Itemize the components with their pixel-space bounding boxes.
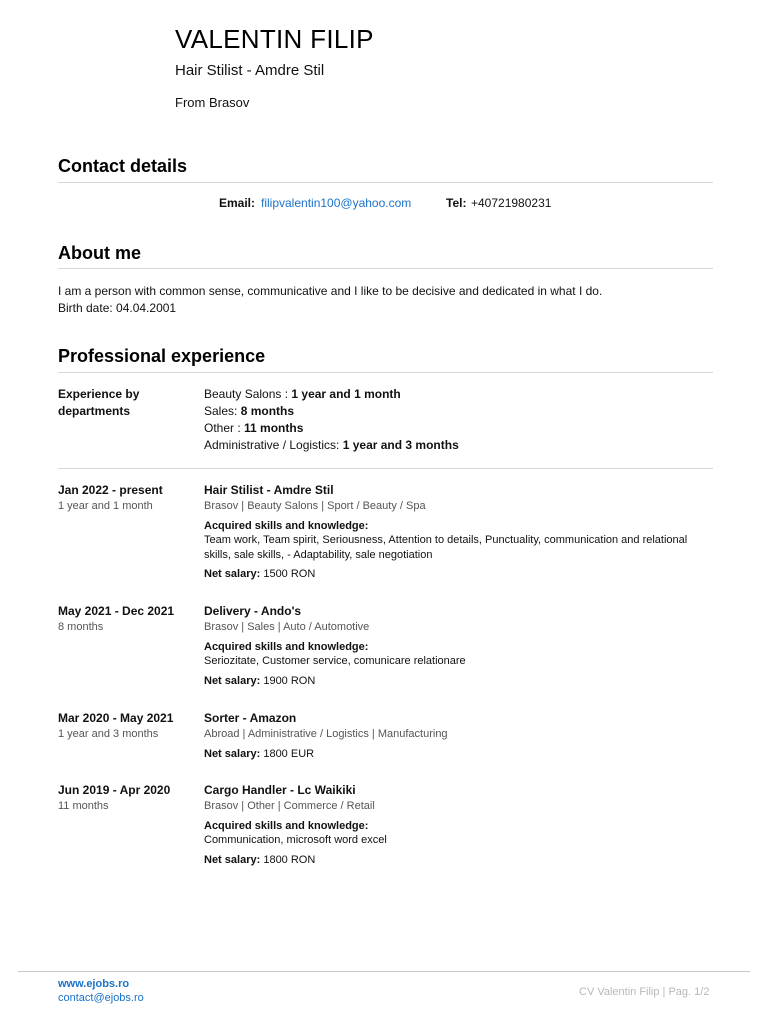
job-period: Jan 2022 - present <box>58 483 163 497</box>
salary-value: 1900 RON <box>263 675 316 687</box>
birth-date: Birth date: 04.04.2001 <box>58 301 177 315</box>
departments-heading-line: Experience by <box>58 387 140 401</box>
departments-list <box>204 386 459 454</box>
job-title: Hair Stilist - Amdre Stil <box>204 483 334 497</box>
contact-section-title: Contact details <box>58 156 188 176</box>
departments-divider <box>58 468 713 469</box>
email-link[interactable]: filipvalentin100@yahoo.com <box>261 196 412 210</box>
job-duration: 8 months <box>58 621 104 633</box>
skills-text: Communication, microsoft word excel <box>204 834 387 846</box>
net-salary <box>204 675 315 687</box>
salary-label: Net salary: <box>204 748 261 760</box>
department-label: Administrative / Logistics: <box>204 438 343 452</box>
job-title: Sorter - Amazon <box>204 711 297 725</box>
department-value: 1 year and 1 month <box>291 387 401 401</box>
department-label: Other : <box>204 421 245 435</box>
location: From Brasov <box>175 95 250 110</box>
about-text <box>58 283 602 317</box>
experience-section-title: Professional experience <box>58 346 266 366</box>
footer-divider <box>18 971 750 972</box>
salary-label: Net salary: <box>204 675 261 687</box>
job-title: Cargo Handler - Lc Waikiki <box>204 783 356 797</box>
about-description: I am a person with common sense, communicative and I like to be decisive and dedicated in what I do. <box>58 284 603 298</box>
footer-site-link[interactable]: www.ejobs.ro <box>58 978 130 990</box>
departments-heading <box>58 386 188 420</box>
skills-text: Seriozitate, Customer service, comunicare relationare <box>204 655 466 667</box>
net-salary <box>204 748 314 760</box>
skills-label: Acquired skills and knowledge: <box>204 641 369 653</box>
about-divider <box>58 268 713 269</box>
job-duration: 1 year and 3 months <box>58 728 159 740</box>
job-duration: 11 months <box>58 800 109 812</box>
net-salary <box>204 568 315 580</box>
experience-divider <box>58 372 713 373</box>
tel-value: +40721980231 <box>471 196 552 210</box>
job-period: Mar 2020 - May 2021 <box>58 711 174 725</box>
departments-heading-line: departments <box>58 404 131 418</box>
department-item <box>204 403 459 420</box>
candidate-name: VALENTIN FILIP <box>175 24 374 54</box>
salary-label: Net salary: <box>204 568 261 580</box>
department-label: Sales: <box>204 404 241 418</box>
about-section-title: About me <box>58 243 141 263</box>
job-meta: Brasov | Sales | Auto / Automotive <box>204 621 370 633</box>
current-position: Hair Stilist - Amdre Stil <box>175 62 325 79</box>
footer-email-link[interactable]: contact@ejobs.ro <box>58 992 144 1004</box>
email-label: Email: <box>219 196 256 210</box>
department-item <box>204 386 459 403</box>
job-meta: Brasov | Other | Commerce / Retail <box>204 800 375 812</box>
salary-value: 1500 RON <box>263 568 316 580</box>
net-salary <box>204 854 315 866</box>
skills-text: Team work, Team spirit, Seriousness, Attention to details, Punctuality, communication and relational skills, sale skills, - Adaptability, sale negotiation <box>204 534 688 561</box>
department-value: 8 months <box>240 404 295 418</box>
department-value: 1 year and 3 months <box>342 438 459 452</box>
job-duration: 1 year and 1 month <box>58 500 153 512</box>
job-meta: Abroad | Administrative / Logistics | Manufacturing <box>204 728 448 740</box>
salary-value: 1800 EUR <box>263 748 315 760</box>
department-item <box>204 437 459 454</box>
department-item <box>204 420 459 437</box>
tel-label: Tel: <box>446 196 467 210</box>
salary-value: 1800 RON <box>263 854 316 866</box>
skills-label: Acquired skills and knowledge: <box>204 820 369 832</box>
job-period: Jun 2019 - Apr 2020 <box>58 783 171 797</box>
job-title: Delivery - Ando's <box>204 604 302 618</box>
job-period: May 2021 - Dec 2021 <box>58 604 175 618</box>
page-number: CV Valentin Filip | Pag. 1/2 <box>579 986 710 998</box>
department-label: Beauty Salons : <box>204 387 292 401</box>
skills-label: Acquired skills and knowledge: <box>204 520 369 532</box>
job-meta: Brasov | Beauty Salons | Sport / Beauty / Spa <box>204 500 426 512</box>
department-value: 11 months <box>244 421 304 435</box>
contact-divider <box>58 182 713 183</box>
salary-label: Net salary: <box>204 854 261 866</box>
